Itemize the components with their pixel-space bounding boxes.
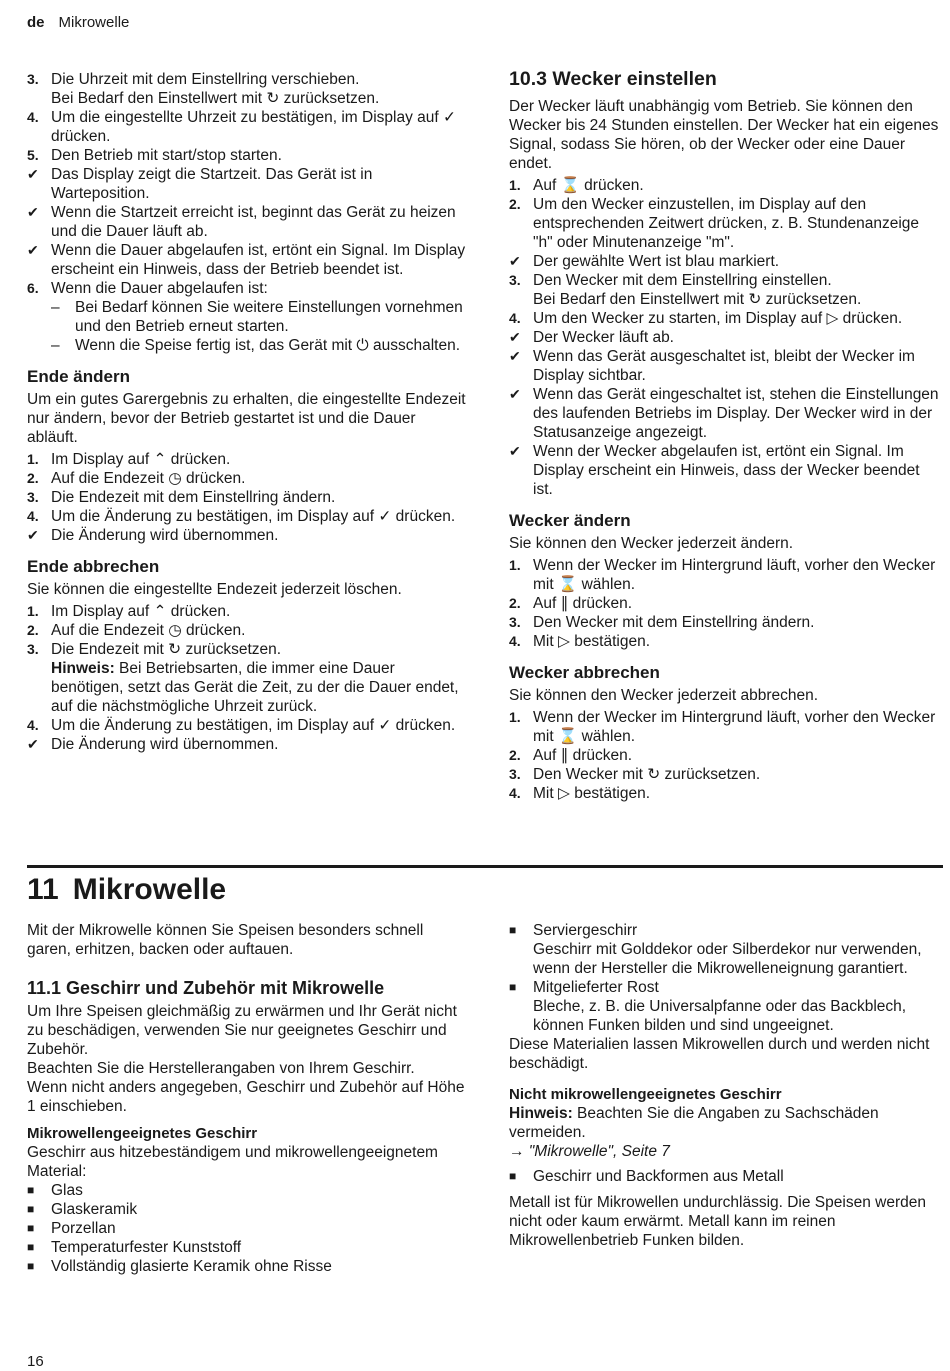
geschirr-p2: Beachten Sie die Herstellerangaben von Ihrem Geschirr. — [27, 1060, 415, 1077]
list-item — [27, 1238, 467, 1257]
list-item — [27, 1200, 467, 1219]
step-item — [27, 70, 467, 89]
step-text: Der Wecker läuft ab. — [533, 329, 674, 346]
step-number: 3. — [509, 614, 521, 630]
step-text: Wenn der Wecker im Hintergrund läuft, vorher den Wecker mit ⌛ wählen. — [533, 557, 936, 593]
step-number: 2. — [509, 595, 521, 611]
note-label: Hinweis: — [509, 1105, 573, 1122]
sub-item — [51, 336, 467, 355]
step-item — [509, 309, 939, 328]
step-item — [509, 746, 939, 765]
header-section: Mikrowelle — [58, 14, 130, 31]
list-item — [27, 1219, 467, 1238]
check-icon: ✔ — [27, 242, 39, 258]
step-number: 1. — [509, 177, 521, 193]
step-text: Der gewählte Wert ist blau markiert. — [533, 253, 780, 270]
list-item-title: Mitgelieferter Rost — [533, 979, 659, 996]
chapter-rule — [27, 865, 943, 868]
step-text: Mit ▷ bestätigen. — [533, 633, 651, 650]
step-text: Um die eingestellte Uhrzeit zu bestätigen, im Display auf ✓ drücken. — [51, 109, 456, 145]
check-icon: ✔ — [27, 527, 39, 543]
step-text: Die Änderung wird übernommen. — [51, 736, 279, 753]
step-number: 2. — [27, 622, 39, 638]
list-item — [27, 1257, 467, 1276]
geeignet-intro: Geschirr aus hitzebeständigem und mikrowellengeeignetem Material: — [27, 1144, 438, 1180]
header-lang: de — [27, 14, 45, 31]
step-text: Auf die Endezeit ◷ drücken. — [51, 470, 246, 487]
sub-steps-a — [27, 298, 467, 355]
step-text: Um die Änderung zu bestätigen, im Display auf ✓ drücken. — [51, 717, 456, 734]
geeignet-list — [27, 1181, 467, 1276]
left-column — [27, 70, 467, 754]
ende-aendern-steps — [27, 450, 467, 545]
step-number: 6. — [27, 280, 39, 296]
list-item-text: Glaskeramik — [51, 1201, 138, 1218]
step-item — [27, 640, 467, 659]
step-number: 2. — [509, 747, 521, 763]
step-text: Auf die Endezeit ◷ drücken. — [51, 622, 246, 639]
step-text: Auf ∥ drücken. — [533, 595, 633, 612]
steps-a — [27, 70, 467, 298]
list-item — [509, 921, 939, 978]
step-number: 4. — [509, 785, 521, 801]
check-icon: ✔ — [509, 386, 521, 402]
step-number: 1. — [27, 451, 39, 467]
step-item — [27, 89, 467, 108]
step-item — [509, 594, 939, 613]
step-text: Wenn die Startzeit erreicht ist, beginnt das Gerät zu heizen und die Dauer läuft ab. — [51, 204, 456, 240]
step-number: 3. — [27, 71, 39, 87]
sub-item-text: Bei Bedarf können Sie weitere Einstellungen vornehmen und den Betrieb erneut starten. — [75, 299, 463, 335]
dash-marker: – — [51, 337, 60, 354]
mikrowelle-intro: Mit der Mikrowelle können Sie Speisen besonders schnell garen, erhitzen, backen oder auftauen. — [27, 922, 424, 958]
step-number: 2. — [27, 470, 39, 486]
step-number: 1. — [509, 557, 521, 573]
list-item-title: Serviergeschirr — [533, 922, 638, 939]
bullet-square-icon: ■ — [509, 980, 517, 994]
wecker-aendern-steps — [509, 556, 939, 651]
step-text: Den Betrieb mit start/stop starten. — [51, 147, 282, 164]
step-item — [27, 469, 467, 488]
step-number: 3. — [27, 489, 39, 505]
bullet-square-icon: ■ — [509, 1169, 517, 1183]
nicht-geeignet-title: Nicht mikrowellengeeignetes Geschirr — [509, 1086, 782, 1103]
check-icon: ✔ — [27, 204, 39, 220]
step-text: Wenn der Wecker abgelaufen ist, ertönt ein Signal. Im Display erscheint ein Hinweis, dass der Wecker beendet ist. — [533, 443, 920, 498]
step-text: Bei Bedarf den Einstellwert mit ↻ zurücksetzen. — [51, 90, 380, 107]
check-icon: ✔ — [509, 348, 521, 364]
step-text: Wenn die Dauer abgelaufen ist, ertönt ein Signal. Im Display erscheint ein Hinweis, dass der Betrieb beendet ist. — [51, 242, 466, 278]
step-item — [509, 708, 939, 746]
step-item — [27, 716, 467, 735]
step-item — [509, 252, 939, 271]
wecker-aendern-intro: Sie können den Wecker jederzeit ändern. — [509, 535, 794, 552]
step-text: Bei Bedarf den Einstellwert mit ↻ zurücksetzen. — [533, 291, 862, 308]
step-text: Um den Wecker zu starten, im Display auf ▷ drücken. — [533, 310, 903, 327]
step-item — [509, 385, 939, 442]
ende-aendern-intro: Um ein gutes Garergebnis zu erhalten, die eingestellte Endezeit nur ändern, bevor der Betrieb gestartet ist und die Dauer abläuft. — [27, 391, 466, 446]
wecker-steps — [509, 176, 939, 499]
bullet-square-icon: ■ — [27, 1221, 35, 1235]
check-icon: ✔ — [27, 736, 39, 752]
cross-reference-link[interactable]: → "Mikrowelle", Seite 7 — [509, 1143, 670, 1160]
geschirr-p1: Um Ihre Speisen gleichmäßig zu erwärmen und Ihr Gerät nicht zu beschädigen, verwenden Sie nur geeignetes Geschirr und Zubehör. — [27, 1003, 457, 1058]
step-item — [509, 632, 939, 651]
chapter-number: 11 — [27, 873, 59, 906]
ende-abbrechen-steps-2 — [27, 716, 467, 754]
step-text: Die Änderung wird übernommen. — [51, 527, 279, 544]
geschirr-list — [509, 921, 939, 1035]
hinweis-text: Bei Betriebsarten, die immer eine Dauer benötigen, setzt das Gerät die Zeit, zu der die Dauer endet, auf die nächstmögliche Uhrzeit zurück. — [51, 660, 459, 715]
list-item — [27, 1181, 467, 1200]
wecker-intro: Der Wecker läuft unabhängig vom Betrieb. Sie können den Wecker bis 24 Stunden einstellen. Der Wecker hat ein eigenes Signal, sodass Sie hören, ob der Wecker oder eine Dauer endet. — [509, 98, 939, 172]
step-item — [27, 450, 467, 469]
list-item-desc: Bleche, z. B. die Universalpfanne oder das Backblech, können Funken bilden und sind ungeeignet. — [533, 998, 907, 1034]
bullet-square-icon: ■ — [27, 1202, 35, 1216]
step-number: 4. — [509, 310, 521, 326]
step-item — [509, 613, 939, 632]
step-number: 4. — [27, 717, 39, 733]
step-text: Mit ▷ bestätigen. — [533, 785, 651, 802]
geschirr-p3: Wenn nicht anders angegeben, Geschirr und Zubehör auf Höhe 1 einschieben. — [27, 1079, 465, 1115]
geschirr-title: 11.1 Geschirr und Zubehör mit Mikrowelle — [27, 978, 385, 998]
wecker-aendern-title: Wecker ändern — [509, 511, 631, 530]
metall-item — [509, 1167, 939, 1186]
metall-item-text: Geschirr und Backformen aus Metall — [533, 1168, 784, 1185]
nicht-geeignet-note — [509, 1104, 939, 1142]
list-item-text: Glas — [51, 1182, 83, 1199]
ende-abbrechen-title: Ende abbrechen — [27, 557, 160, 576]
step-text: Den Wecker mit ↻ zurücksetzen. — [533, 766, 761, 783]
step-item — [27, 735, 467, 754]
step-number: 3. — [27, 641, 39, 657]
check-icon: ✔ — [509, 443, 521, 459]
bullet-square-icon: ■ — [27, 1183, 35, 1197]
wecker-abbrechen-steps — [509, 708, 939, 803]
step-item — [509, 442, 939, 499]
step-item — [27, 165, 467, 203]
step-item — [27, 602, 467, 621]
step-item — [509, 347, 939, 385]
step-item — [27, 526, 467, 545]
step-item — [27, 146, 467, 165]
step-number: 1. — [509, 709, 521, 725]
step-text: Die Endezeit mit dem Einstellring ändern. — [51, 489, 336, 506]
step-text: Im Display auf ⌃ drücken. — [51, 603, 231, 620]
step-item — [509, 765, 939, 784]
step-number: 1. — [27, 603, 39, 619]
ende-aendern-title: Ende ändern — [27, 367, 130, 386]
note-text: Beachten Sie die Angaben zu Sachschäden vermeiden. — [509, 1105, 879, 1141]
step-item — [27, 108, 467, 146]
check-icon: ✔ — [509, 329, 521, 345]
dash-marker: – — [51, 299, 60, 316]
wecker-abbrechen-intro: Sie können den Wecker jederzeit abbrechen. — [509, 687, 819, 704]
running-header — [27, 13, 129, 32]
step-item — [509, 556, 939, 594]
list-item-text: Temperaturfester Kunststoff — [51, 1239, 242, 1256]
list-item — [509, 978, 939, 1035]
list-item-desc: Geschirr mit Golddekor oder Silberdekor nur verwenden, wenn der Hersteller die Mikrowelleneignung garantiert. — [533, 941, 922, 977]
ende-abbrechen-steps — [27, 602, 467, 659]
step-text: Wenn das Gerät eingeschaltet ist, stehen die Einstellungen des laufenden Betriebs im Display. Der Wecker wird in der Statusanzeige angezeigt. — [533, 386, 939, 441]
geeignet-title: Mikrowellengeeignetes Geschirr — [27, 1125, 258, 1142]
step-item — [27, 203, 467, 241]
left-column-2 — [27, 921, 467, 1276]
step-number: 3. — [509, 766, 521, 782]
right-column — [509, 70, 939, 803]
step-text: Wenn der Wecker im Hintergrund läuft, vorher den Wecker mit ⌛ wählen. — [533, 709, 936, 745]
step-number: 2. — [509, 196, 521, 212]
step-number: 4. — [27, 508, 39, 524]
step-text: Die Uhrzeit mit dem Einstellring verschieben. — [51, 71, 360, 88]
step-item — [27, 621, 467, 640]
bullet-square-icon: ■ — [509, 923, 517, 937]
step-text: Wenn das Gerät ausgeschaltet ist, bleibt der Wecker im Display sichtbar. — [533, 348, 915, 384]
step-item — [27, 488, 467, 507]
step-item — [509, 195, 939, 252]
step-text: Den Wecker mit dem Einstellring einstellen. — [533, 272, 832, 289]
step-item — [509, 290, 939, 309]
step-text: Um den Wecker einzustellen, im Display auf den entsprechenden Zeitwert drücken, z. B. Stundenanzeige "h" oder Minutenanzeige "m". — [533, 196, 920, 251]
materialien-text: Diese Materialien lassen Mikrowellen durch und werden nicht beschädigt. — [509, 1036, 930, 1072]
step-text: Um die Änderung zu bestätigen, im Display auf ✓ drücken. — [51, 508, 456, 525]
list-item-text: Vollständig glasierte Keramik ohne Risse — [51, 1258, 332, 1275]
chapter-title — [27, 870, 240, 910]
step-number: 5. — [27, 147, 39, 163]
hinweis-note — [51, 659, 467, 716]
step-text: Die Endezeit mit ↻ zurücksetzen. — [51, 641, 282, 658]
wecker-title: 10.3 Wecker einstellen — [509, 68, 717, 90]
step-number: 3. — [509, 272, 521, 288]
step-item — [509, 328, 939, 347]
sub-item — [51, 298, 467, 336]
hinweis-label: Hinweis: — [51, 660, 115, 677]
step-item — [27, 279, 467, 298]
step-item — [509, 784, 939, 803]
check-icon: ✔ — [27, 166, 39, 182]
step-text: Im Display auf ⌃ drücken. — [51, 451, 231, 468]
step-item — [27, 507, 467, 526]
step-item — [509, 271, 939, 290]
list-item-text: Porzellan — [51, 1220, 116, 1237]
sub-item-text: Wenn die Speise fertig ist, das Gerät mit ⏻ ausschalten. — [75, 337, 461, 354]
page-number: 16 — [27, 1353, 44, 1370]
step-item — [27, 241, 467, 279]
step-text: Wenn die Dauer abgelaufen ist: — [51, 280, 268, 297]
check-icon: ✔ — [509, 253, 521, 269]
chapter-name: Mikrowelle — [72, 873, 227, 906]
bullet-square-icon: ■ — [27, 1259, 35, 1273]
step-number: 4. — [509, 633, 521, 649]
bullet-square-icon: ■ — [27, 1240, 35, 1254]
wecker-abbrechen-title: Wecker abbrechen — [509, 663, 660, 682]
right-column-2 — [509, 921, 939, 1253]
step-text: Auf ⌛ drücken. — [533, 177, 644, 194]
step-number: 4. — [27, 109, 39, 125]
metall-text: Metall ist für Mikrowellen undurchlässig. Die Speisen werden nicht oder kaum erwärmt. Metall kann im reinen Mikrowellenbetrieb Funken bilden. — [509, 1194, 926, 1249]
ende-abbrechen-intro: Sie können die eingestellte Endezeit jederzeit löschen. — [27, 581, 402, 598]
step-text: Den Wecker mit dem Einstellring ändern. — [533, 614, 815, 631]
step-text: Auf ∥ drücken. — [533, 747, 633, 764]
step-item — [509, 176, 939, 195]
step-text: Das Display zeigt die Startzeit. Das Gerät ist in Warteposition. — [51, 166, 373, 202]
